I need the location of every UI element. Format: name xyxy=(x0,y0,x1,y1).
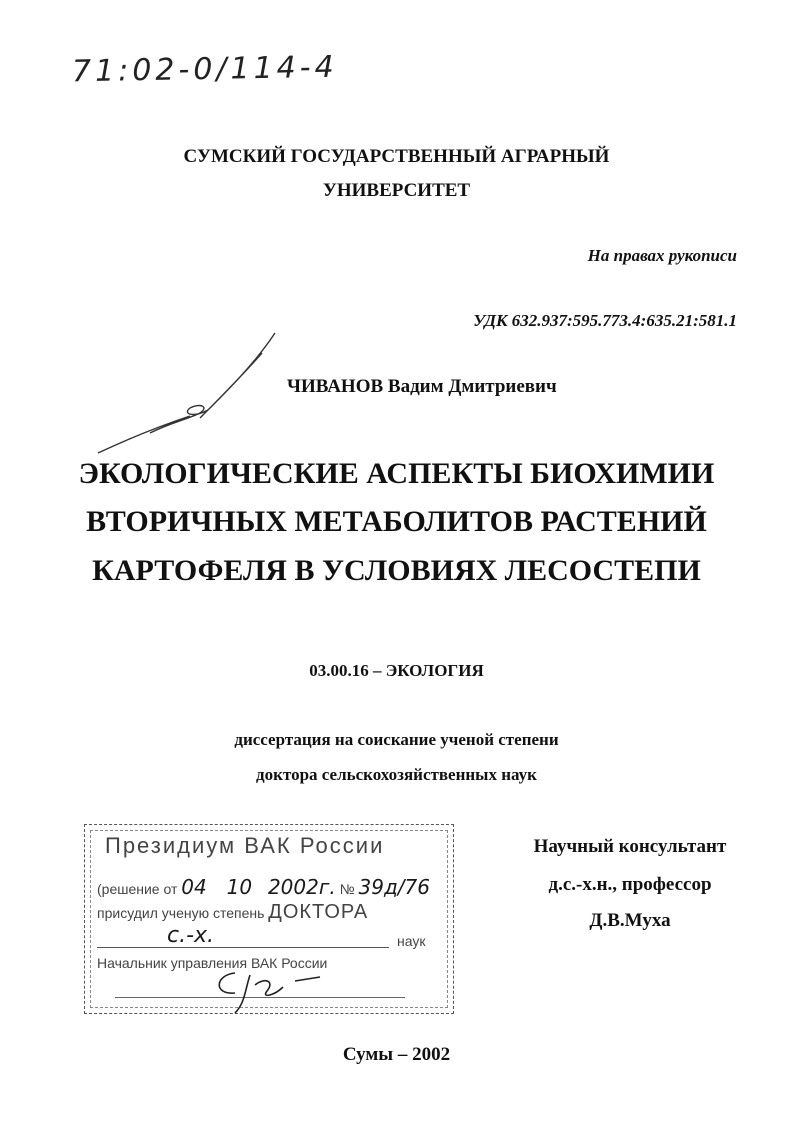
specialty: 03.00.16 – ЭКОЛОГИЯ xyxy=(309,661,484,680)
consultant-name: Д.В.Муха xyxy=(589,910,671,931)
dissertation-line-2: доктора сельскохозяйственных наук xyxy=(256,765,537,784)
title-line-1: ЭКОЛОГИЧЕСКИЕ АСПЕКТЫ БИОХИМИИ xyxy=(78,457,715,490)
stamp-head: Начальник управления ВАК России xyxy=(97,955,328,971)
stamp-month: 10 xyxy=(226,875,253,899)
stamp-title: Президиум ВАК России xyxy=(105,833,385,858)
stamp-number-label: № xyxy=(339,881,355,897)
stamp-field-rule xyxy=(97,947,389,948)
rights-note: На правах рукописи xyxy=(587,246,737,265)
stamp-degree: ДОКТОРА xyxy=(268,901,369,923)
author-signature xyxy=(90,328,290,458)
dissertation-line-1: диссертация на соискание ученой степени xyxy=(234,730,559,749)
university-line-1: СУМСКИЙ ГОСУДАРСТВЕННЫЙ АГРАРНЫЙ xyxy=(183,146,610,167)
stamp-field: с.-х. xyxy=(167,923,215,948)
stamp-year: 2002г. xyxy=(267,875,336,899)
stamp-number: 39д/76 xyxy=(358,875,430,899)
consultant-role: Научный консультант xyxy=(533,836,727,857)
author-name: ЧИВАНОВ Вадим Дмитриевич xyxy=(287,376,557,397)
stamp-day: 04 xyxy=(181,875,207,899)
udk-code: УДК 632.937:595.773.4:635.21:581.1 xyxy=(473,311,737,330)
title-line-3: КАРТОФЕЛЯ В УСЛОВИЯХ ЛЕСОСТЕПИ xyxy=(92,554,701,587)
stamp-decision-prefix: (решение от xyxy=(97,881,178,897)
vak-stamp xyxy=(84,824,454,1014)
archive-code: 71:02-0/114-4 xyxy=(71,49,338,90)
stamp-awarded-line xyxy=(97,901,368,924)
stamp-awarded-prefix: присудил ученую степень xyxy=(97,905,265,921)
university-line-2: УНИВЕРСИТЕТ xyxy=(322,180,471,201)
stamp-signature xyxy=(205,965,345,1015)
city-year: Сумы – 2002 xyxy=(342,1044,451,1065)
stamp-field-suffix: наук xyxy=(397,933,426,949)
stamp-decision-line xyxy=(97,875,430,899)
title-line-2: ВТОРИЧНЫХ МЕТАБОЛИТОВ РАСТЕНИЙ xyxy=(86,505,707,538)
consultant-degree: д.с.-х.н., профессор xyxy=(548,874,712,895)
